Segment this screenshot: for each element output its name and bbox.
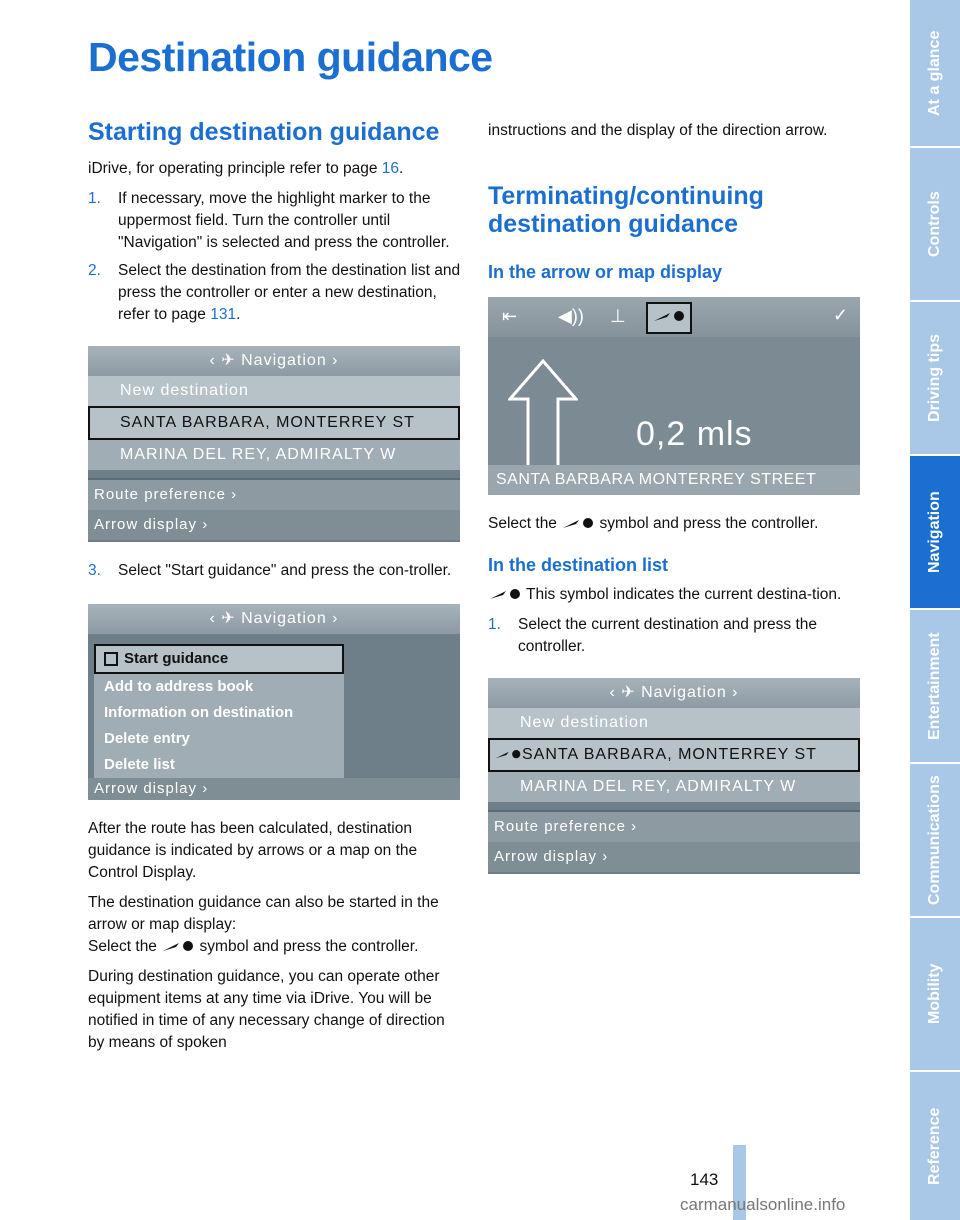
step-text: If necessary, move the highlight marker to the uppermost field. Turn the controller until "Navigation" is selected and press the controller. <box>118 190 450 251</box>
menu-arrow-display[interactable]: Arrow display › <box>88 510 460 540</box>
page-link-16[interactable]: 16 <box>381 160 400 177</box>
navigation-screen-2 <box>88 604 460 800</box>
watermark: carmanualsonline.info <box>680 1195 846 1214</box>
text: symbol and press the controller. <box>195 938 419 955</box>
left-column <box>88 118 463 1062</box>
step-item <box>88 260 463 326</box>
paragraph <box>488 513 863 535</box>
menu-label: Arrow display <box>94 516 198 533</box>
street-name: SANTA BARBARA MONTERREY STREET <box>488 465 860 495</box>
guidance-symbol-icon <box>161 940 195 954</box>
direction-arrow-icon <box>508 359 578 469</box>
text: Select the <box>88 938 162 955</box>
menu-label: Arrow display <box>94 780 198 797</box>
paragraph <box>488 584 863 606</box>
navigation-screen-4 <box>488 678 860 874</box>
satellite-icon: ✈ <box>221 352 236 369</box>
paragraph: The destination guidance can also be started in the arrow or map display: <box>88 894 439 933</box>
menu-route-preference[interactable]: Route preference › <box>88 478 460 510</box>
section-heading-terminating: Terminating/continuing destination guidance <box>488 182 764 238</box>
list-item-selected[interactable] <box>488 738 860 772</box>
guidance-symbol-icon <box>561 517 595 531</box>
page-title: Destination guidance <box>88 34 493 80</box>
voice-icon[interactable]: ◀)) <box>558 306 584 326</box>
step-end: . <box>236 306 241 323</box>
step-item <box>488 614 863 658</box>
step-text: Select the current destination and press the controller. <box>518 616 817 655</box>
intro-end: . <box>399 160 404 177</box>
satellite-icon: ✈ <box>221 610 236 627</box>
tab-communications[interactable]: Communications <box>926 775 943 905</box>
tab-mobility[interactable]: Mobility <box>926 963 943 1025</box>
step-number: 1. <box>88 190 101 207</box>
screen-header-label: Navigation <box>241 352 327 369</box>
tab-reference[interactable]: Reference <box>926 1107 943 1185</box>
menu-route-preference[interactable]: Route preference › <box>488 810 860 842</box>
settings-icon[interactable]: ✓ <box>832 305 848 325</box>
menu-label: Route preference <box>94 486 226 503</box>
steps-list <box>88 188 463 326</box>
menu-arrow-display[interactable]: Arrow display › <box>488 842 860 872</box>
text: This symbol indicates the current destina-tion. <box>522 586 842 603</box>
current-destination-icon <box>494 749 522 761</box>
menu-arrow-display[interactable]: Arrow display › <box>88 778 460 800</box>
paragraph: During destination guidance, you can operate other equipment items at any time via iDrive. You will be notified in time of any necessary change of direction by means of spoken <box>88 968 445 1051</box>
menu-label: Start guidance <box>124 650 229 667</box>
current-destination-icon <box>488 588 522 602</box>
checkbox-icon <box>104 652 118 666</box>
screen-header-label: Navigation <box>241 610 327 627</box>
subheading-arrow-display: In the arrow or map display <box>488 262 723 282</box>
screen-toolbar <box>488 297 860 337</box>
step-text: Select "Start guidance" and press the con-troller. <box>118 562 452 579</box>
paragraph: After the route has been calculated, destination guidance is indicated by arrows or a map on the Control Display. <box>88 820 418 881</box>
list-item[interactable]: MARINA DEL REY, ADMIRALTY W <box>488 772 860 802</box>
page-number: 143 <box>690 1170 719 1189</box>
list-item[interactable]: MARINA DEL REY, ADMIRALTY W <box>88 440 460 470</box>
steps-list-3 <box>488 614 863 658</box>
list-item[interactable]: New destination <box>88 376 460 406</box>
menu-start-guidance[interactable] <box>94 644 344 674</box>
menu-item[interactable]: Information on destination <box>94 700 344 726</box>
paragraph: instructions and the display of the direction arrow. <box>488 122 828 139</box>
step-number: 2. <box>88 262 101 279</box>
step-item <box>88 560 463 582</box>
step-number: 3. <box>88 562 101 579</box>
right-column <box>488 120 863 892</box>
list-label: SANTA BARBARA, MONTERREY ST <box>522 746 817 763</box>
text: Select the <box>488 515 562 532</box>
traffic-icon[interactable]: ⊥ <box>610 306 626 326</box>
step-text: Select the destination from the destination list and press the controller or enter a new destination, refer to page <box>118 262 461 323</box>
navigation-screen-1 <box>88 346 460 542</box>
tab-entertainment[interactable]: Entertainment <box>926 632 943 740</box>
paragraph <box>88 936 463 958</box>
screen-header: ‹ ✈ Navigation › <box>88 346 460 376</box>
intro-paragraph <box>88 158 463 180</box>
tab-at-a-glance[interactable]: At a glance <box>926 30 943 116</box>
tab-navigation[interactable]: Navigation <box>910 456 960 608</box>
tab-driving-tips[interactable]: Driving tips <box>926 334 943 423</box>
text: symbol and press the controller. <box>595 515 819 532</box>
distance-readout: 0,2 mls <box>636 415 753 453</box>
steps-list-2 <box>88 560 463 582</box>
step-item <box>88 188 463 254</box>
menu-item[interactable]: Delete entry <box>94 726 344 752</box>
arrow-display-screen <box>488 297 860 495</box>
screen-header: ‹ ✈ Navigation › <box>488 678 860 708</box>
list-item[interactable]: New destination <box>488 708 860 738</box>
chapter-sidebar <box>910 0 960 1220</box>
menu-label: Arrow display <box>494 848 598 865</box>
tab-controls[interactable]: Controls <box>926 191 943 257</box>
page-link-131[interactable]: 131 <box>210 306 237 323</box>
satellite-icon: ✈ <box>621 684 636 701</box>
back-icon[interactable]: ⇤ <box>502 306 518 326</box>
screen-header: ‹ ✈ Navigation › <box>88 604 460 634</box>
list-item-selected[interactable]: SANTA BARBARA, MONTERREY ST <box>88 406 460 440</box>
subheading-destination-list: In the destination list <box>488 555 669 575</box>
guidance-symbol-button[interactable] <box>646 302 692 334</box>
guidance-symbol-icon <box>652 310 686 324</box>
menu-item[interactable]: Add to address book <box>94 674 344 700</box>
screen-header-label: Navigation <box>641 684 727 701</box>
menu-label: Route preference <box>494 818 626 835</box>
menu-item[interactable]: Delete list <box>94 752 344 778</box>
submenu-box <box>94 644 344 776</box>
step-number: 1. <box>488 616 501 633</box>
section-heading-starting: Starting destination guidance <box>88 118 440 146</box>
intro-text: iDrive, for operating principle refer to page <box>88 160 382 177</box>
